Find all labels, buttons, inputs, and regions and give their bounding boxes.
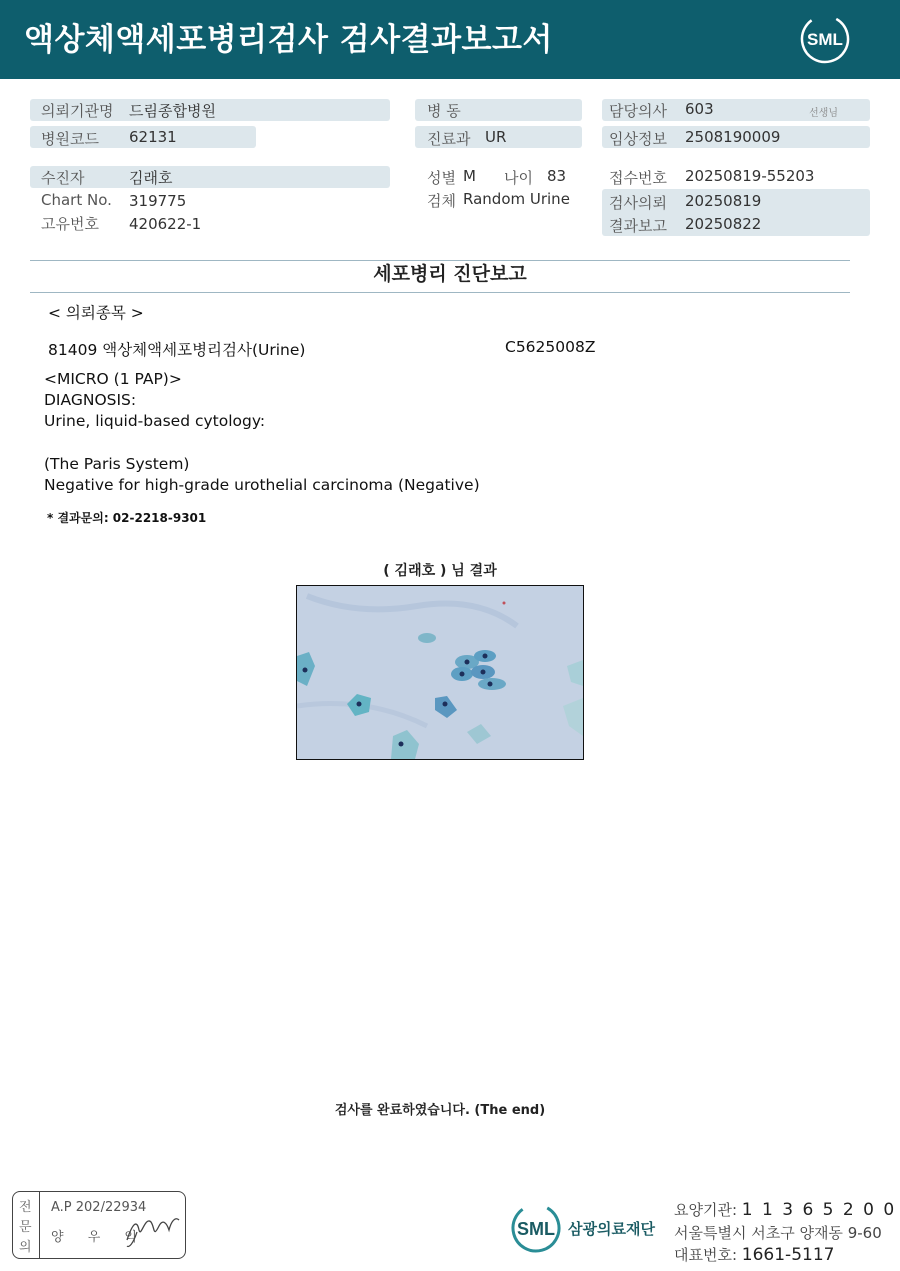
age-label: 나이 — [504, 169, 533, 187]
chart-label: Chart No. — [41, 191, 112, 209]
ward-label: 병 동 — [427, 102, 461, 120]
dept-label: 진료과 — [427, 130, 471, 148]
dept-value: UR — [485, 128, 507, 146]
institution-value: 드림종합병원 — [129, 102, 216, 120]
doctor-value: 603 — [685, 100, 714, 118]
result-line: <MICRO (1 PAP)> — [44, 370, 182, 388]
age-value: 83 — [547, 167, 567, 185]
signature-icon — [123, 1202, 183, 1252]
footer-org-name: 삼광의료재단 — [568, 1220, 655, 1238]
footer-code — [674, 1199, 896, 1220]
footer-address: 서울특별시 서초구 양재동 9-60 — [674, 1224, 882, 1242]
doctor-label: 담당의사 — [609, 102, 667, 120]
request-label: 검사의뢰 — [609, 194, 667, 212]
footer-logo-text: SML — [517, 1219, 555, 1239]
order-heading: < 의뢰종목 > — [48, 304, 144, 322]
cytology-image-drawing — [297, 586, 583, 759]
report-date-label: 결과보고 — [609, 217, 667, 235]
result-line: Urine, liquid-based cytology: — [44, 412, 266, 430]
report-title: 액상체액세포병리검사 검사결과보고서 — [24, 22, 553, 58]
footer-phone — [674, 1244, 834, 1265]
order-item: 81409 액상체액세포병리검사(Urine) — [48, 341, 306, 359]
image-caption: ( 김래호 ) 님 결과 — [383, 563, 497, 579]
stamp-license: A.P 202/22934 — [51, 1200, 147, 1215]
sml-logo-icon — [800, 14, 850, 64]
institution-label: 의뢰기관명 — [41, 102, 114, 120]
footer-code-label: 요양기관: — [674, 1201, 738, 1219]
sml-footer-logo-icon — [510, 1200, 562, 1256]
chart-value: 319775 — [129, 192, 187, 210]
specimen-value: Random Urine — [463, 190, 570, 208]
cytology-image — [296, 585, 584, 760]
patient-value: 김래호 — [129, 169, 173, 187]
specimen-label: 검체 — [427, 192, 456, 210]
receipt-label: 접수번호 — [609, 169, 667, 187]
sex-value: M — [463, 167, 476, 185]
diagnosis-result: Negative for high-grade urothelial carcinoma (Negative) — [44, 476, 480, 494]
clinical-value: 2508190009 — [685, 128, 781, 146]
stamp-char: 전 — [19, 1200, 32, 1215]
hospital-code-value: 62131 — [129, 128, 177, 146]
footer-code-value: 1 1 3 6 5 2 0 0 — [741, 1200, 897, 1220]
sex-label: 성별 — [427, 169, 456, 187]
section-title: 세포병리 진단보고 — [373, 263, 527, 285]
report-header — [0, 0, 900, 79]
receipt-value: 20250819-55203 — [685, 167, 815, 185]
patient-label: 수진자 — [41, 169, 85, 187]
stamp-side — [13, 1192, 40, 1258]
unique-value: 420622-1 — [129, 215, 202, 233]
inquiry-text: * 결과문의: 02-2218-9301 — [47, 511, 207, 525]
order-code: C5625008Z — [505, 338, 596, 356]
footer-phone-value: 1661-5117 — [741, 1245, 835, 1265]
request-value: 20250819 — [685, 192, 762, 210]
hospital-code-label: 병원코드 — [41, 130, 99, 148]
result-line: DIAGNOSIS: — [44, 391, 137, 409]
divider-bottom — [30, 292, 850, 293]
report-date-value: 20250822 — [685, 215, 762, 233]
end-text: 검사를 완료하였습니다. (The end) — [334, 1103, 546, 1118]
stamp-char: 의 — [19, 1240, 32, 1255]
doctor-suffix: 선생님 — [809, 108, 838, 119]
result-line: (The Paris System) — [44, 455, 190, 473]
stamp-char: 문 — [19, 1220, 32, 1235]
clinical-label: 임상정보 — [609, 130, 667, 148]
stamp-name: 양 우 익 — [51, 1230, 147, 1245]
pathologist-stamp — [12, 1191, 186, 1259]
unique-label: 고유번호 — [41, 215, 99, 233]
footer-phone-label: 대표번호: — [674, 1246, 738, 1264]
sml-logo-text: SML — [807, 30, 843, 49]
